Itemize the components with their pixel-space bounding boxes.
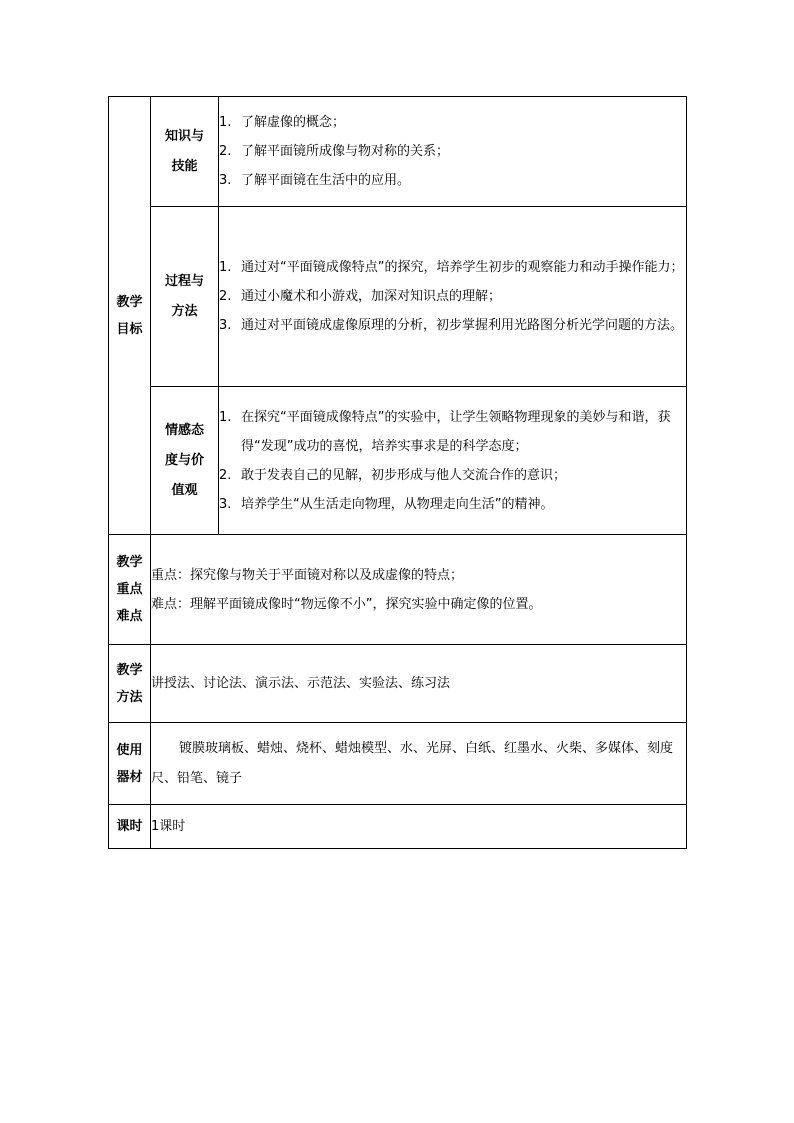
list-item: 1. 在探究“平面镜成像特点”的实验中，让学生领略物理现象的美妙与和谐，获得“发现”成功的喜悦，培养实事求是的科学态度； [219, 409, 671, 454]
knowledge-header [151, 97, 219, 207]
keypoints-header [109, 535, 151, 645]
emotion-list [219, 403, 686, 519]
goals-emotion-row [109, 387, 687, 535]
list-item: 2. 了解平面镜所成像与物对称的关系； [219, 144, 450, 159]
equipment-header [109, 723, 151, 805]
keypoints-row [109, 535, 687, 645]
difficulty-text: 难点：理解平面镜成像时“物远像不小”，探究实验中确定像的位置。 [151, 596, 542, 612]
equipment-label: 使用器材 [116, 742, 143, 785]
process-list [219, 253, 686, 340]
list-item: 1. 通过对“平面镜成像特点”的探究，培养学生初步的观察能力和动手操作能力； [219, 260, 684, 275]
goals-process-row [109, 207, 687, 387]
keypoints-label: 教学重点难点 [116, 555, 143, 624]
equipment-content [151, 723, 687, 805]
methods-content [151, 645, 687, 723]
methods-row [109, 645, 687, 723]
list-item: 2. 敢于发表自己的见解，初步形成与他人交流合作的意识； [219, 467, 567, 483]
methods-text: 讲授法、讨论法、演示法、示范法、实验法、练习法 [151, 676, 451, 691]
process-label: 过程与方法 [164, 273, 204, 319]
goals-header [109, 97, 151, 535]
methods-header [109, 645, 151, 723]
list-item: 3. 了解平面镜在生活中的应用。 [219, 173, 411, 188]
methods-label: 教学方法 [116, 662, 143, 705]
period-text: 1课时 [151, 819, 186, 834]
emotion-header [151, 387, 219, 535]
emotion-label: 情感态度与价值观 [164, 422, 204, 498]
emotion-content [219, 387, 687, 535]
goals-knowledge-row [109, 97, 687, 207]
equipment-text: 镀膜玻璃板、蜡烛、烧杯、蜡烛模型、水、光屏、白纸、红墨水、火柴、多媒体、刻度尺、铅笔、镜子 [151, 740, 674, 786]
knowledge-label: 知识与技能 [164, 128, 204, 174]
period-header [109, 805, 151, 849]
process-content [219, 207, 687, 387]
list-item: 2. 通过小魔术和小游戏，加深对知识点的理解； [219, 289, 502, 304]
equipment-row [109, 723, 687, 805]
period-row [109, 805, 687, 849]
period-content [151, 805, 687, 849]
knowledge-list [219, 108, 686, 195]
keypoints-content [151, 535, 687, 645]
lesson-plan-table [108, 96, 687, 849]
focus-text: 重点：探究像与物关于平面镜对称以及成虚像的特点； [151, 567, 464, 583]
process-header [151, 207, 219, 387]
list-item: 3. 通过对平面镜成虚像原理的分析，初步掌握利用光路图分析光学问题的方法。 [219, 318, 684, 333]
knowledge-content [219, 97, 687, 207]
list-item: 3. 培养学生“从生活走向物理，从物理走向生活”的精神。 [219, 496, 554, 512]
period-label: 课时 [116, 819, 143, 834]
goals-label: 教学目标 [116, 294, 143, 337]
list-item: 1. 了解虚像的概念； [219, 115, 346, 130]
